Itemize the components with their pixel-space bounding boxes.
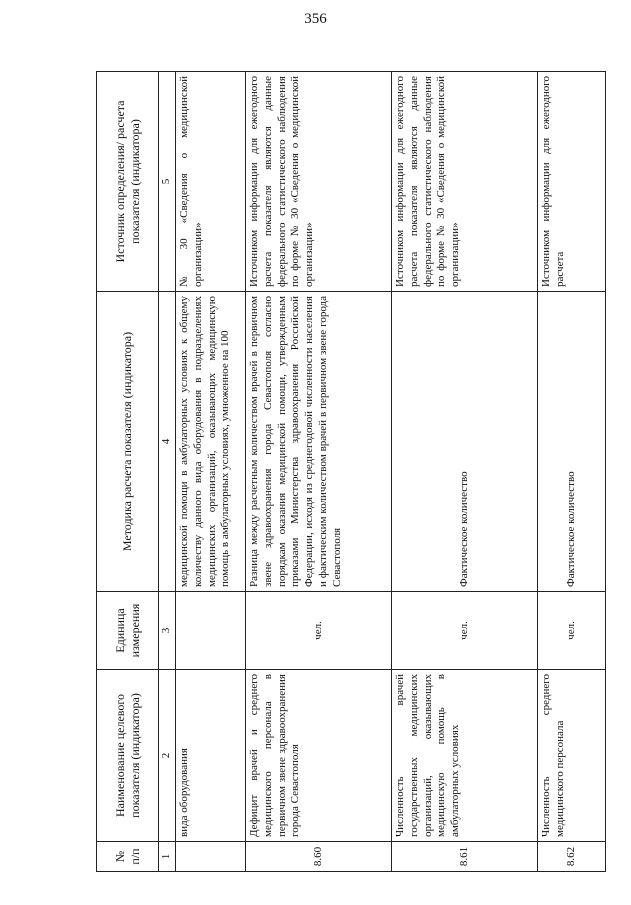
header-source: Источник определения/ расчета показателя (индикатора) xyxy=(97,72,159,292)
row-name: Численность врачей государственных медицинских организаций, оказывающих медицинскую помощь в амбулаторных условиях xyxy=(392,670,538,842)
table-row xyxy=(538,72,606,872)
table-row xyxy=(392,72,538,872)
row-method: Разница между расчетным количеством врачей в первичном звене здравоохранения города Севастополя согласно порядкам оказания медицинской помощи, утвержденным приказами Министерства здравоохранения Российской Федерации, исходя из среднегодовой численности населения и фактическим количеством врачей в первичном звене города Севастополя xyxy=(246,292,392,592)
table-row xyxy=(246,72,392,872)
row-name: Дефицит врачей и среднего медицинского персонала в первичном звене здравоохранения города Севастополя xyxy=(246,670,392,842)
row-source: Источником информации для ежегодного расчета xyxy=(538,72,606,292)
row-method: Фактическое количество xyxy=(392,292,538,592)
header-name: Наименование целевого показателя (индикатора) xyxy=(97,670,159,842)
row-name: вида оборудования xyxy=(176,670,246,842)
column-number: 5 xyxy=(159,72,176,292)
row-method: Фактическое количество xyxy=(538,292,606,592)
row-num xyxy=(176,842,246,872)
page-number: 356 xyxy=(304,11,327,27)
row-unit: чел. xyxy=(392,592,538,670)
row-num: 8.62 xyxy=(538,842,606,872)
column-number: 4 xyxy=(159,292,176,592)
row-num: 8.61 xyxy=(392,842,538,872)
row-source: Источником информации для ежегодного расчета показателя являются данные федерального статистического наблюдения по форме № 30 «Сведения о медицинской организации» xyxy=(392,72,538,292)
row-unit: чел. xyxy=(246,592,392,670)
row-source: № 30 «Сведения о медицинской организации» xyxy=(176,72,246,292)
column-number: 2 xyxy=(159,670,176,842)
header-num: № п/п xyxy=(97,842,159,872)
column-number: 1 xyxy=(159,842,176,872)
row-unit: чел. xyxy=(538,592,606,670)
table-header-row xyxy=(97,72,159,872)
indicator-table xyxy=(96,71,606,872)
row-method: медицинской помощи в амбулаторных условиях к общему количеству данного вида оборудования в подразделениях медицинских организаций, оказывающих медицинскую помощь в амбулаторных условиях, умноженное на 100 xyxy=(176,292,246,592)
row-name: Численность среднего медицинского персонала xyxy=(538,670,606,842)
table-row xyxy=(176,72,246,872)
column-number-row xyxy=(159,72,176,872)
header-method: Методика расчета показателя (индикатора) xyxy=(97,292,159,592)
row-num: 8.60 xyxy=(246,842,392,872)
column-number: 3 xyxy=(159,592,176,670)
row-unit xyxy=(176,592,246,670)
header-unit: Единица измерения xyxy=(97,592,159,670)
rotated-table-wrapper xyxy=(96,72,604,872)
row-source: Источником информации для ежегодного расчета показателя являются данные федерального статистического наблюдения по форме № 30 «Сведения о медицинской организации» xyxy=(246,72,392,292)
